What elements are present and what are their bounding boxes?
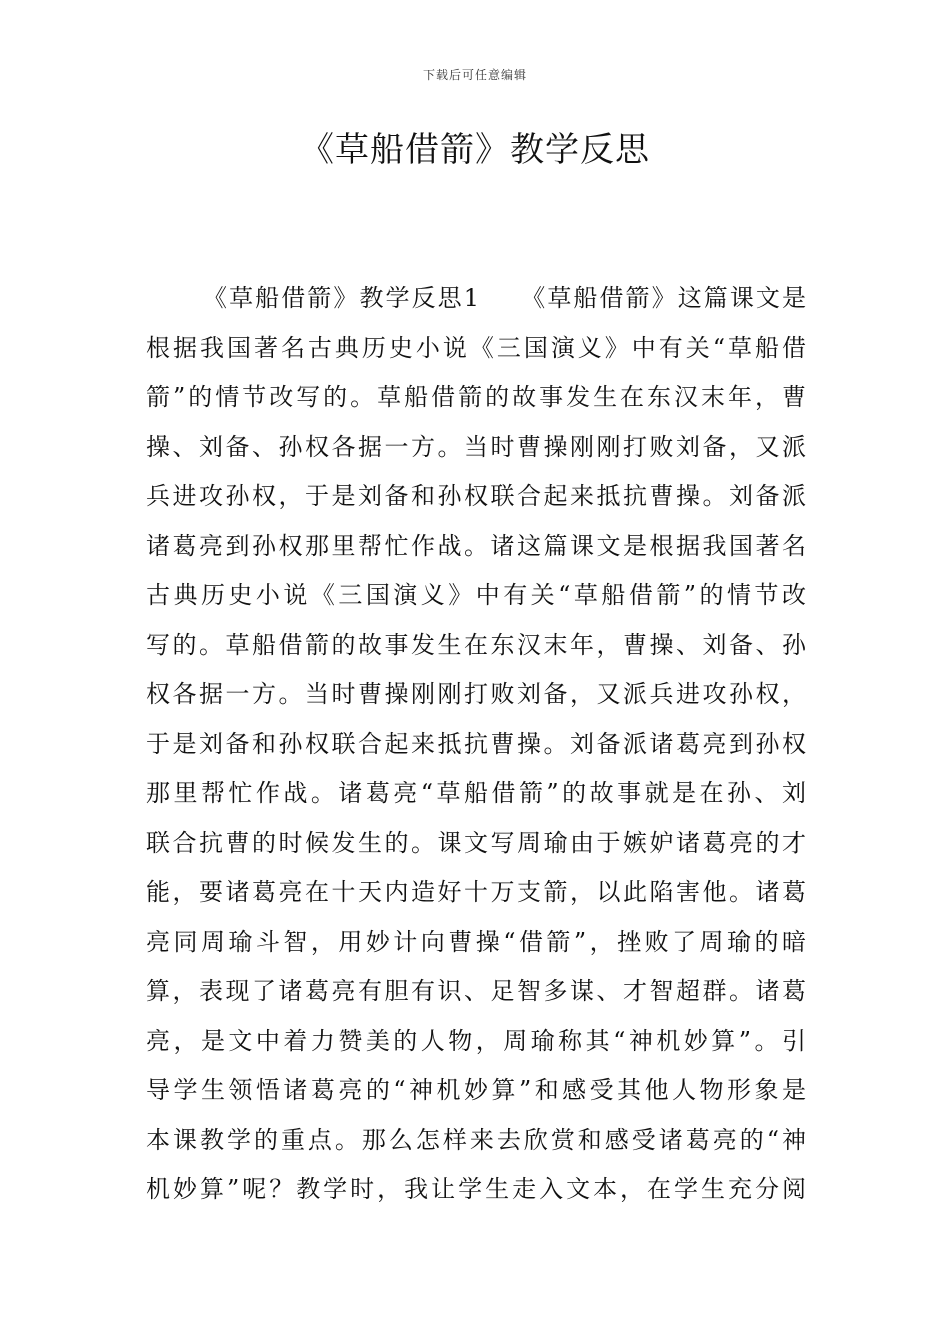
body-line: 于是刘备和孙权联合起来抵抗曹操。刘备派诸葛亮到孙权 xyxy=(146,729,806,758)
body-line: 亮，是文中着力赞美的人物，周瑜称其“神机妙算”。引 xyxy=(146,1026,806,1055)
body-line: 根据我国著名古典历史小说《三国演义》中有关“草船借 xyxy=(146,333,806,362)
document-title: 《草船借箭》教学反思 xyxy=(300,130,650,170)
body-line: 权各据一方。当时曹操刚刚打败刘备，又派兵进攻孙权， xyxy=(146,680,806,708)
body-line: 那里帮忙作战。诸葛亮“草船借箭”的故事就是在孙、刘 xyxy=(146,779,806,807)
body-line: 写的。草船借箭的故事发生在东汉末年，曹操、刘备、孙 xyxy=(146,630,806,659)
body-line: 能，要诸葛亮在十天内造好十万支箭，以此陷害他。诸葛 xyxy=(146,878,806,906)
body-line: 诸葛亮到孙权那里帮忙作战。诸这篇课文是根据我国著名 xyxy=(146,531,806,560)
body-line: 导学生领悟诸葛亮的“神机妙算”和感受其他人物形象是 xyxy=(146,1076,806,1104)
document-body xyxy=(146,274,806,1215)
body-line: 兵进攻孙权，于是刘备和孙权联合起来抵抗曹操。刘备派 xyxy=(146,482,806,510)
body-line: 联合抗曹的时候发生的。课文写周瑜由于嫉妒诸葛亮的才 xyxy=(146,828,806,857)
body-line: 亮同周瑜斗智，用妙计向曹操“借箭”，挫败了周瑜的暗 xyxy=(146,927,806,956)
body-line: 操、刘备、孙权各据一方。当时曹操刚刚打败刘备，又派 xyxy=(146,432,806,461)
body-line: 算，表现了诸葛亮有胆有识、足智多谋、才智超群。诸葛 xyxy=(146,977,806,1005)
body-line: 本课教学的重点。那么怎样来去欣赏和感受诸葛亮的“神 xyxy=(146,1125,806,1154)
page-header-note: 下载后可任意编辑 xyxy=(422,68,527,82)
body-line: 古典历史小说《三国演义》中有关“草船借箭”的情节改 xyxy=(146,581,806,609)
body-line: 箭”的情节改写的。草船借箭的故事发生在东汉末年，曹 xyxy=(146,383,806,411)
body-line: 机妙算”呢？教学时，我让学生走入文本，在学生充分阅 xyxy=(146,1175,806,1203)
body-line: 《草船借箭》教学反思1 《草船借箭》这篇课文是 xyxy=(203,284,806,312)
